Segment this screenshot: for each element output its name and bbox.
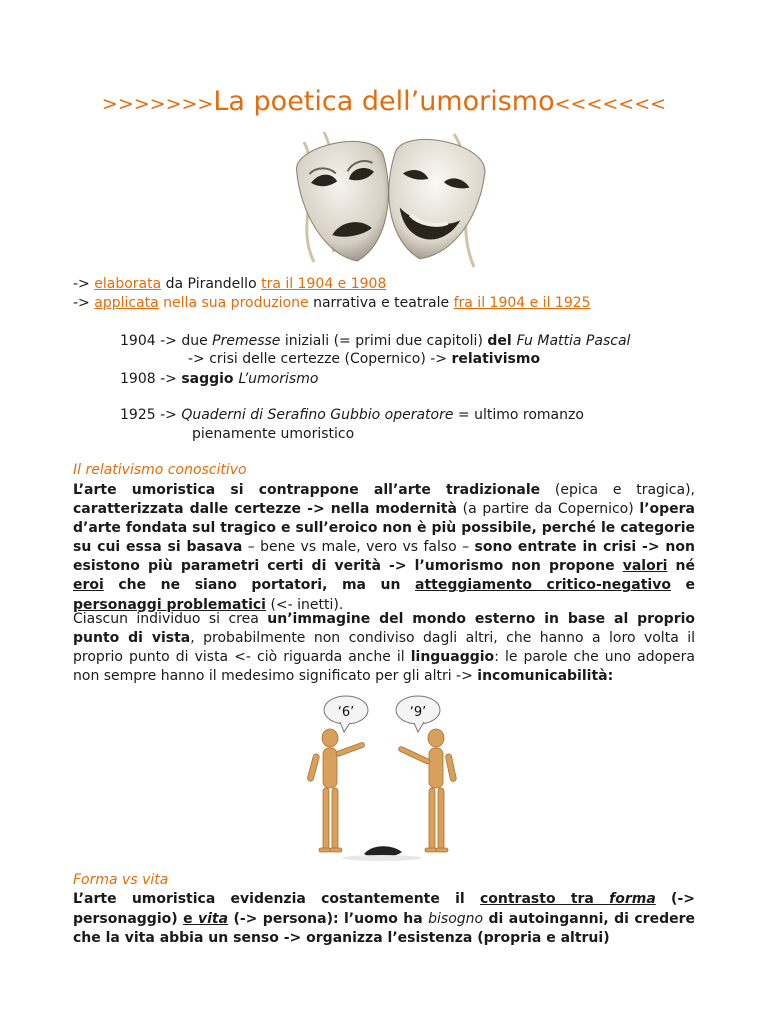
title-left-arrows: >>>>>>>: [101, 93, 214, 115]
text: personaggi problematici: [73, 596, 266, 613]
text: (-> persona): l’uomo ha: [228, 910, 429, 927]
text: (epica e tragica),: [540, 482, 695, 498]
text: (<- inetti).: [266, 596, 344, 613]
text: saggio: [181, 371, 239, 387]
text: -> crisi delle certezze (Copernico) ->: [188, 351, 452, 367]
section-heading-forma-vita: Forma vs vita: [73, 872, 169, 888]
text: un’immagine del mondo esterno in base al proprio punto di vista: [73, 611, 696, 647]
book-title: L’umorismo: [238, 371, 319, 387]
text: sono entrate in crisi -> non esistono più parametri certi di verità -> l’umorismo non propone: [73, 539, 695, 575]
bubble-right-text: ‘9’: [409, 705, 427, 720]
intro-line-2: [73, 294, 591, 313]
paragraph-individuo: [73, 610, 695, 686]
text: relativismo: [451, 351, 541, 367]
text: forma: [609, 891, 656, 907]
text: – bene vs male, vero vs falso –: [242, 539, 475, 556]
paragraph-relativismo: [73, 481, 695, 615]
timeline-1908: [120, 370, 318, 389]
title-right-arrows: <<<<<<<: [554, 93, 667, 115]
text: caratterizzata dalle certezze -> nella modernità: [73, 501, 457, 518]
text: l’opera d’arte fondata sul tragico e sull’eroico non è più possibile, perché le categorie su cui essa si basava: [73, 501, 695, 556]
text: (= primi due capitoli): [329, 333, 488, 349]
text: L’arte umoristica evidenzia costantemente il: [73, 891, 480, 907]
arrow-text: ->: [73, 276, 90, 292]
link-elaborata[interactable]: elaborata: [94, 276, 162, 292]
text: , probabilmente non condiviso dagli altri, che hanno a loro volta il proprio punto di vista <- ciò riguarda anche il: [73, 630, 696, 666]
premesse-text: Premesse: [212, 333, 281, 349]
text: di autoinganni, di credere che la vita abbia un senso -> organizza l’esistenza (propria e altrui): [73, 910, 696, 946]
page-title: [0, 86, 768, 117]
text: atteggiamento critico-negativo: [415, 577, 671, 594]
text: linguaggio: [410, 649, 495, 666]
text: e: [670, 577, 695, 594]
section-heading-relativismo: Il relativismo conoscitivo: [73, 462, 247, 478]
link-applicata[interactable]: applicata: [94, 295, 159, 311]
year-label: 1925 ->: [120, 407, 182, 423]
timeline-1904: [120, 332, 630, 351]
text: contrasto tra: [479, 891, 610, 907]
timeline-pienamente: [192, 425, 354, 444]
bubble-left-text: ‘6’: [337, 705, 355, 720]
year-label: 1904 ->: [120, 333, 177, 349]
text: = ultimo romanzo: [453, 407, 584, 423]
text: L’arte umoristica si contrappone all’arte tradizionale: [73, 482, 541, 498]
text: valori: [622, 558, 668, 575]
text: che ne siano portatori, ma un: [103, 577, 416, 594]
text: e: [183, 910, 198, 927]
text: vita: [197, 910, 229, 927]
text: bisogno: [428, 910, 484, 927]
theatre-masks-image: [284, 122, 490, 272]
intro-text: da Pirandello: [161, 276, 262, 292]
timeline-crisi: [188, 350, 540, 369]
intro-text: narrativa e teatrale: [313, 295, 454, 311]
timeline-1925: [120, 406, 584, 425]
book-title: Quaderni di Serafino Gubbio operatore: [181, 407, 454, 423]
text: del: [487, 333, 517, 349]
text: (-> personaggio): [73, 891, 695, 927]
text: incomunicabilità:: [477, 668, 614, 685]
text: né: [667, 558, 695, 575]
intro-line-1: [73, 275, 386, 294]
title-text: La poetica dell’umorismo: [213, 86, 555, 117]
text: eroi: [73, 577, 104, 594]
intro-orange-text: nella sua produzione: [158, 295, 314, 311]
text: iniziali: [280, 333, 330, 349]
text: due: [176, 333, 213, 349]
book-title: Fu Mattia Pascal: [516, 333, 631, 349]
arrow-text: ->: [73, 295, 90, 311]
text: (a partire da Copernico): [456, 501, 640, 518]
paragraph-forma-vita: [73, 890, 695, 949]
text: pienamente umoristico: [192, 426, 355, 442]
link-period-2[interactable]: fra il 1904 e il 1925: [453, 295, 591, 311]
link-period-1[interactable]: tra il 1904 e 1908: [261, 276, 387, 292]
mannequins-image: [292, 688, 472, 868]
text: : le parole che uno adopera non sempre hanno il medesimo significato per gli altri ->: [73, 649, 695, 685]
text: Ciascun individuo si crea: [73, 611, 268, 627]
year-label: 1908 ->: [120, 371, 182, 387]
